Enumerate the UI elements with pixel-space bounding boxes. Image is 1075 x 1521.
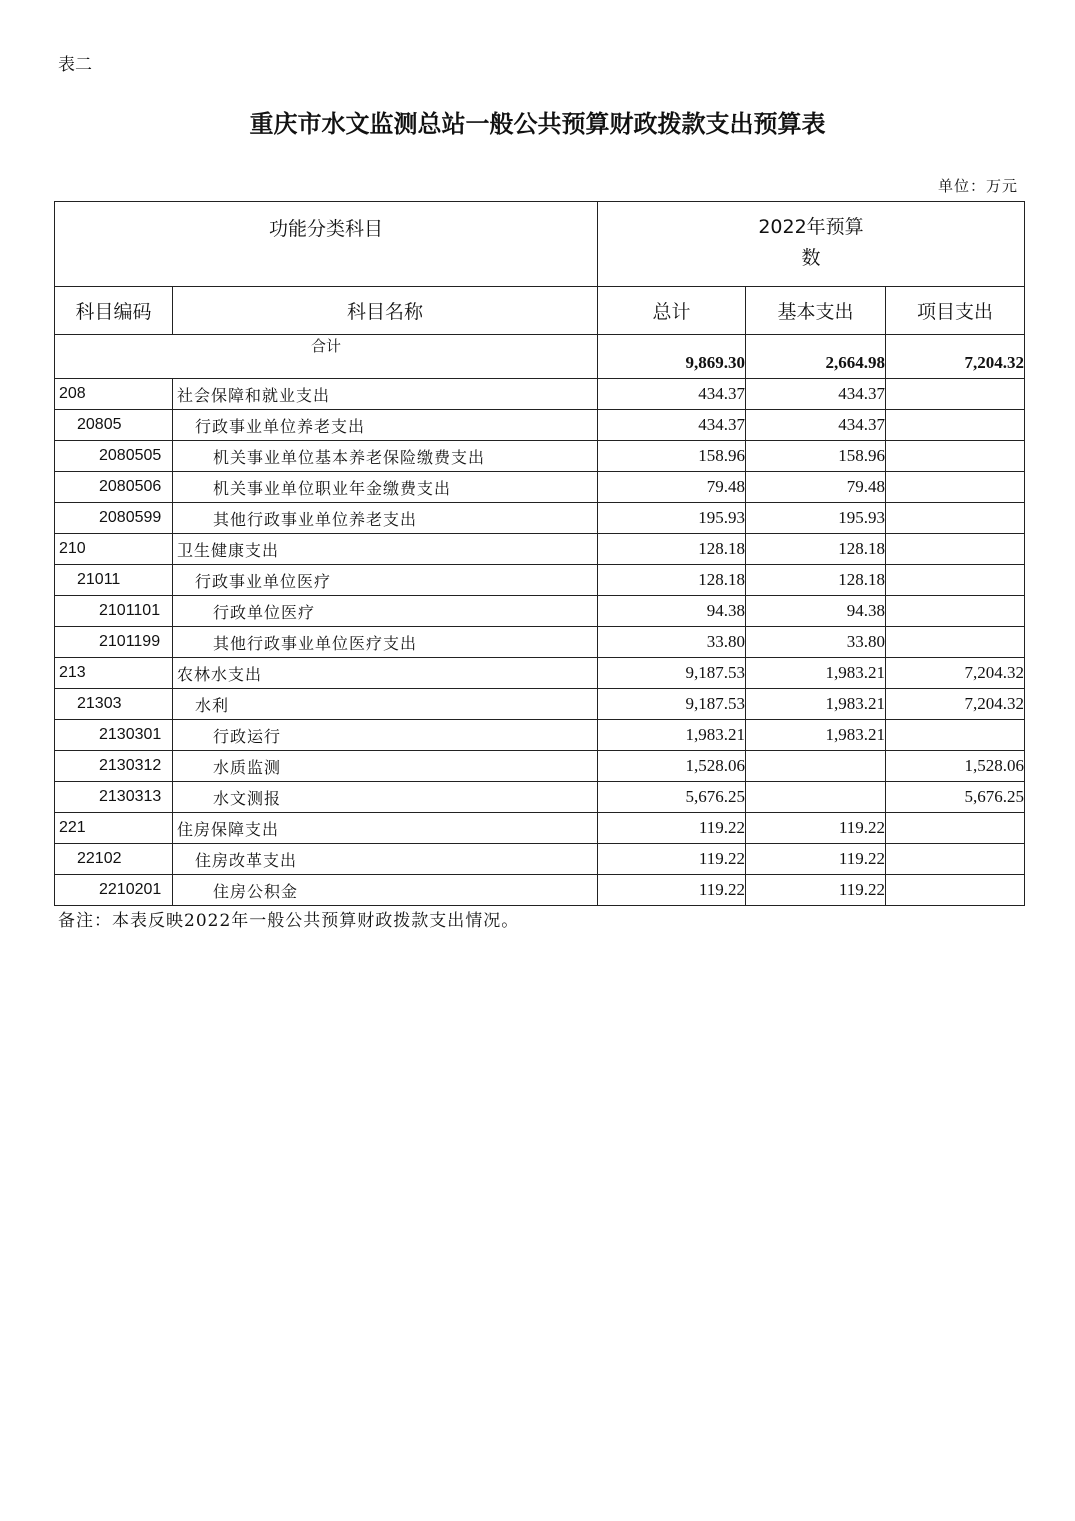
row-code: 20805 <box>55 410 173 441</box>
header-project: 项目支出 <box>886 287 1025 335</box>
table-row <box>55 689 1025 720</box>
row-code: 213 <box>55 658 173 689</box>
row-project: 7,204.32 <box>886 658 1025 689</box>
row-name: 行政事业单位养老支出 <box>173 410 598 441</box>
header-row-1 <box>55 202 1025 287</box>
table-row <box>55 596 1025 627</box>
row-code: 2130312 <box>55 751 173 782</box>
row-total: 119.22 <box>598 875 746 906</box>
row-project <box>886 627 1025 658</box>
row-total: 1,983.21 <box>598 720 746 751</box>
row-basic: 119.22 <box>746 875 886 906</box>
row-total: 9,187.53 <box>598 658 746 689</box>
table-row <box>55 503 1025 534</box>
row-total: 195.93 <box>598 503 746 534</box>
row-total: 79.48 <box>598 472 746 503</box>
row-code: 2080505 <box>55 441 173 472</box>
row-basic: 195.93 <box>746 503 886 534</box>
row-basic: 434.37 <box>746 379 886 410</box>
row-basic: 79.48 <box>746 472 886 503</box>
row-project <box>886 875 1025 906</box>
budget-table <box>54 201 1025 906</box>
total-row <box>55 335 1025 379</box>
row-basic: 158.96 <box>746 441 886 472</box>
row-basic: 1,983.21 <box>746 720 886 751</box>
row-project <box>886 441 1025 472</box>
unit-label: 单位：万元 <box>937 177 1018 195</box>
row-total: 434.37 <box>598 410 746 441</box>
row-project <box>886 503 1025 534</box>
row-total: 5,676.25 <box>598 782 746 813</box>
row-basic: 94.38 <box>746 596 886 627</box>
row-name: 机关事业单位职业年金缴费支出 <box>173 472 598 503</box>
row-project <box>886 534 1025 565</box>
row-project <box>886 472 1025 503</box>
row-name: 行政运行 <box>173 720 598 751</box>
table-row <box>55 472 1025 503</box>
table-row <box>55 782 1025 813</box>
row-project <box>886 410 1025 441</box>
row-name: 农林水支出 <box>173 658 598 689</box>
page-label: 表二 <box>58 55 92 75</box>
row-code: 2080599 <box>55 503 173 534</box>
row-total: 119.22 <box>598 813 746 844</box>
row-basic: 128.18 <box>746 565 886 596</box>
row-basic: 434.37 <box>746 410 886 441</box>
row-project: 1,528.06 <box>886 751 1025 782</box>
row-basic: 1,983.21 <box>746 658 886 689</box>
row-total: 434.37 <box>598 379 746 410</box>
row-name: 其他行政事业单位养老支出 <box>173 503 598 534</box>
row-project <box>886 720 1025 751</box>
total-project: 7,204.32 <box>886 335 1025 379</box>
row-name: 社会保障和就业支出 <box>173 379 598 410</box>
row-basic: 119.22 <box>746 813 886 844</box>
total-label: 合计 <box>55 335 598 379</box>
row-code: 2080506 <box>55 472 173 503</box>
row-code: 2130301 <box>55 720 173 751</box>
table-row <box>55 534 1025 565</box>
row-code: 22102 <box>55 844 173 875</box>
row-code: 2101199 <box>55 627 173 658</box>
header-function-category: 功能分类科目 <box>55 202 598 287</box>
row-name: 行政事业单位医疗 <box>173 565 598 596</box>
row-name: 水质监测 <box>173 751 598 782</box>
row-name: 住房改革支出 <box>173 844 598 875</box>
table-row <box>55 565 1025 596</box>
row-basic <box>746 782 886 813</box>
table-row <box>55 720 1025 751</box>
row-name: 其他行政事业单位医疗支出 <box>173 627 598 658</box>
row-name: 水文测报 <box>173 782 598 813</box>
table-row <box>55 441 1025 472</box>
header-budget-year: 2022年预算 数 <box>598 202 1025 287</box>
header-total: 总计 <box>598 287 746 335</box>
page-title: 重庆市水文监测总站一般公共预算财政拨款支出预算表 <box>249 109 826 138</box>
table-row <box>55 627 1025 658</box>
row-basic: 1,983.21 <box>746 689 886 720</box>
row-name: 住房保障支出 <box>173 813 598 844</box>
row-basic: 119.22 <box>746 844 886 875</box>
table-row <box>55 813 1025 844</box>
row-code: 2101101 <box>55 596 173 627</box>
row-name: 卫生健康支出 <box>173 534 598 565</box>
row-name: 水利 <box>173 689 598 720</box>
row-project: 7,204.32 <box>886 689 1025 720</box>
row-project <box>886 565 1025 596</box>
row-total: 94.38 <box>598 596 746 627</box>
table-row <box>55 379 1025 410</box>
row-basic <box>746 751 886 782</box>
row-project <box>886 813 1025 844</box>
row-code: 21011 <box>55 565 173 596</box>
header-name: 科目名称 <box>173 287 598 335</box>
header-row-2 <box>55 287 1025 335</box>
row-code: 2210201 <box>55 875 173 906</box>
row-total: 33.80 <box>598 627 746 658</box>
table-row <box>55 658 1025 689</box>
total-amount: 9,869.30 <box>598 335 746 379</box>
row-project <box>886 379 1025 410</box>
row-project: 5,676.25 <box>886 782 1025 813</box>
header-code: 科目编码 <box>55 287 173 335</box>
row-total: 158.96 <box>598 441 746 472</box>
table-row <box>55 875 1025 906</box>
row-total: 9,187.53 <box>598 689 746 720</box>
row-project <box>886 596 1025 627</box>
row-name: 住房公积金 <box>173 875 598 906</box>
row-code: 221 <box>55 813 173 844</box>
table-row <box>55 410 1025 441</box>
row-basic: 128.18 <box>746 534 886 565</box>
row-total: 128.18 <box>598 534 746 565</box>
table-row <box>55 751 1025 782</box>
row-code: 21303 <box>55 689 173 720</box>
row-total: 1,528.06 <box>598 751 746 782</box>
header-basic: 基本支出 <box>746 287 886 335</box>
row-project <box>886 844 1025 875</box>
table-row <box>55 844 1025 875</box>
row-name: 机关事业单位基本养老保险缴费支出 <box>173 441 598 472</box>
footnote: 备注：本表反映2022年一般公共预算财政拨款支出情况。 <box>58 911 520 931</box>
row-basic: 33.80 <box>746 627 886 658</box>
row-code: 2130313 <box>55 782 173 813</box>
row-total: 128.18 <box>598 565 746 596</box>
row-name: 行政单位医疗 <box>173 596 598 627</box>
row-total: 119.22 <box>598 844 746 875</box>
total-basic: 2,664.98 <box>746 335 886 379</box>
row-code: 210 <box>55 534 173 565</box>
row-code: 208 <box>55 379 173 410</box>
